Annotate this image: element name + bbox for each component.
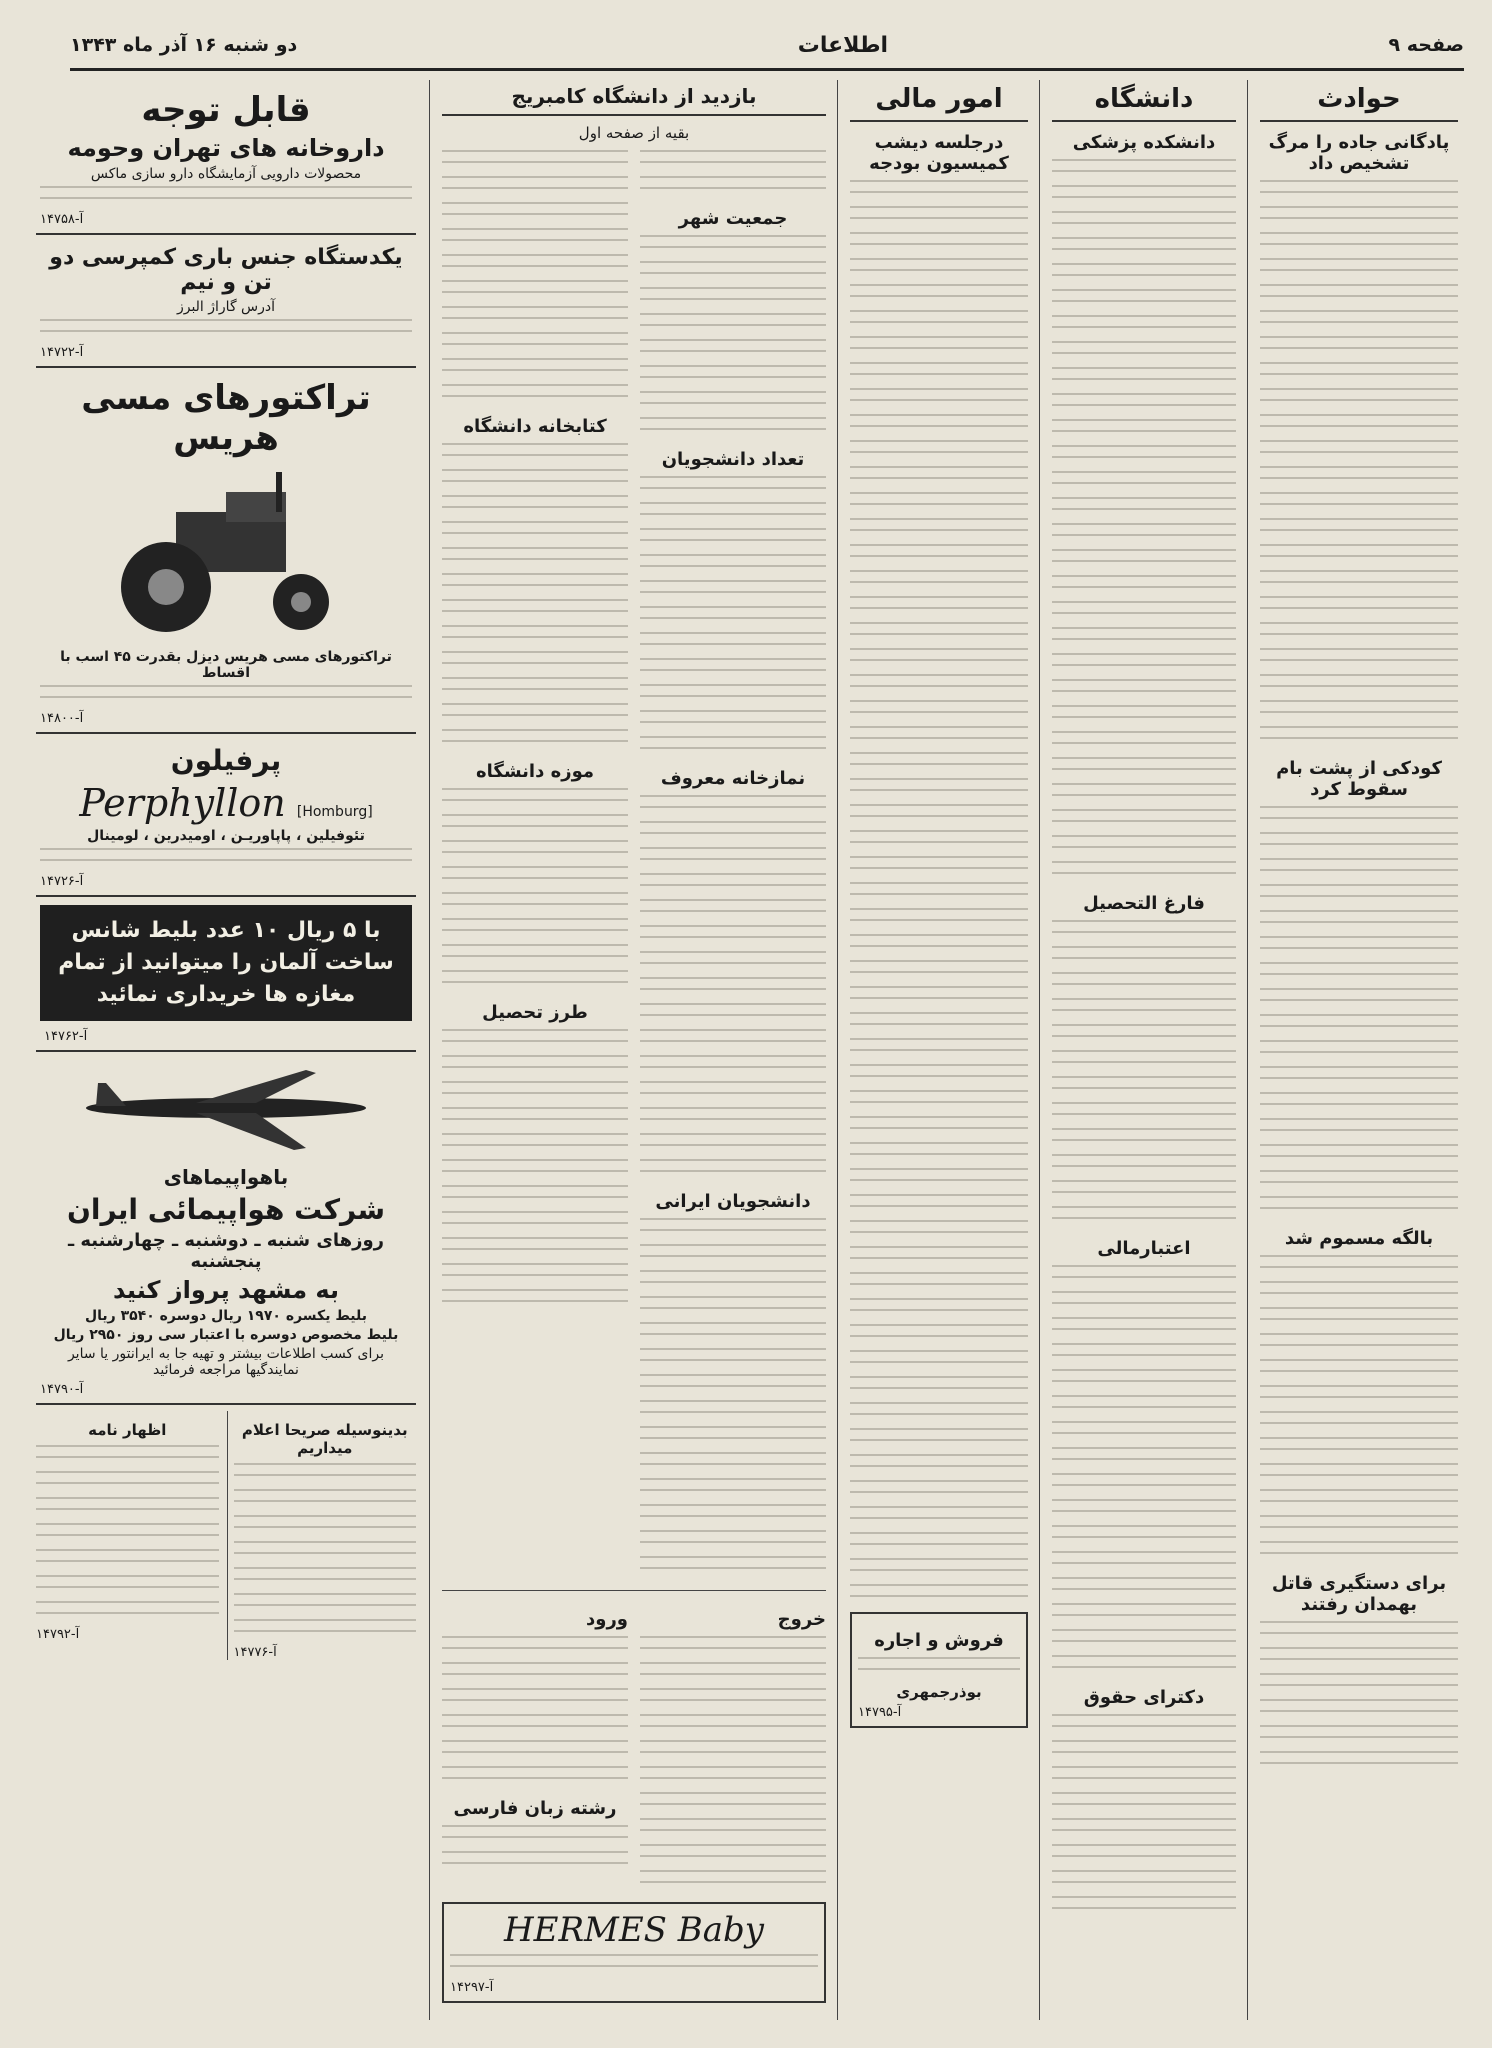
ad-intro: باهواپیماهای — [163, 1165, 289, 1189]
ad-notices-row — [36, 1411, 416, 1660]
ad-title: فروش و اجاره — [874, 1630, 1004, 1651]
ad-code: آ-۱۴۷۶۲ — [44, 1029, 88, 1044]
brand-maker: [Homburg] — [296, 804, 373, 820]
article-headline-cambridge: بازدید از دانشگاه کامبریج — [442, 80, 826, 116]
ad-tractor — [36, 368, 416, 734]
ad-title: اظهار نامه — [88, 1421, 167, 1439]
article-headline: فارغ التحصیل — [1083, 893, 1205, 914]
ad-code: آ-۱۴۷۲۶ — [40, 874, 84, 889]
ad-code: آ-۱۴۷۹۰ — [40, 1382, 84, 1397]
ad-title: قابل توجه — [141, 90, 311, 130]
article-headline: کودکی از پشت بام سقوط کرد — [1276, 758, 1442, 800]
column-finance — [844, 80, 1034, 2020]
subhead: جمعیت شهر — [678, 208, 788, 229]
ad-code: آ-۱۴۷۲۲ — [40, 345, 84, 360]
ad-line: محصولات دارویی آزمایشگاه دارو سازی ماکس — [90, 166, 362, 182]
arrivals-departures — [442, 1599, 826, 1896]
column-advertisements — [28, 80, 424, 2020]
column-cambridge — [436, 80, 832, 2020]
lottery-banner: با ۵ ریال ۱۰ عدد بلیط شانس ساخت آلمان را میتوانید از تمام مغازه ها خریداری نمائید — [40, 905, 412, 1021]
column-accidents — [1254, 80, 1464, 2020]
page-number: صفحه ۹ — [1388, 34, 1464, 56]
ad-code: آ-۱۴۷۷۶ — [233, 1645, 277, 1660]
article-headline: دکترای حقوق — [1083, 1687, 1205, 1708]
ad-line: تئوفیلین ، پاپاوریـن ، اومیدرین ، لومینال — [87, 828, 365, 844]
brand-name: Perphyllon — [79, 781, 286, 825]
ad-code: آ-۱۴۸۰۰ — [40, 711, 84, 726]
ad-text: بوذرجمهری — [896, 1683, 982, 1701]
ad-title: شرکت هواپیمائی ایران — [66, 1193, 386, 1226]
continued-from: بقیه از صفحه اول — [578, 124, 690, 142]
subhead: کتابخانه دانشگاه — [463, 416, 607, 437]
ad-code: آ-۱۴۲۹۷ — [450, 1980, 494, 1995]
section-title-accidents: حوادث — [1260, 80, 1458, 122]
ad-code: آ-۱۴۷۵۸ — [40, 212, 84, 227]
issue-date: دو شنبه ۱۶ آذر ماه ۱۳۴۳ — [70, 34, 298, 56]
subhead: تعداد دانشجویان — [661, 449, 805, 470]
subhead: رشته زبان فارسی — [453, 1798, 617, 1819]
ad-destination: به مشهد پرواز کنید — [113, 1276, 339, 1304]
column-university — [1046, 80, 1242, 2020]
subhead-arrivals: ورود — [586, 1609, 628, 1630]
ad-perphyllon — [36, 734, 416, 897]
subhead: نمازخانه معروف — [660, 768, 806, 789]
classified-ad-sale-rent — [850, 1612, 1028, 1728]
section-title-finance: امور مالی — [850, 80, 1028, 122]
ad-line: آدرس گاراژ البرز — [176, 299, 276, 315]
ad-fare: بلیط یکسره ۱۹۷۰ ریال دوسره ۳۵۴۰ ریال — [84, 1308, 367, 1324]
article-headline: پادگانی جاده را مرگ تشخیص داد — [1268, 132, 1450, 174]
ad-subtitle: داروخانه های تهران وحومه — [67, 134, 385, 162]
ad-code: آ-۱۴۷۹۵ — [858, 1705, 902, 1720]
subhead-departures: خروج — [777, 1609, 826, 1630]
article-headline: بالگه مسموم شد — [1284, 1228, 1434, 1249]
subhead: موزه دانشگاه — [475, 761, 595, 782]
ad-fare: بلیط مخصوص دوسره با اعتبار سی روز ۲۹۵۰ ریال — [53, 1327, 399, 1343]
ad-code: آ-۱۴۷۹۲ — [36, 1627, 80, 1642]
subhead: طرز تحصیل — [482, 1002, 588, 1023]
ad-title: بدینوسیله صریحا اعلام میداریم — [241, 1421, 408, 1457]
masthead — [70, 22, 1464, 71]
ad-iran-air — [36, 1050, 416, 1405]
hermes-baby-ad — [442, 1902, 826, 2003]
ad-title: پرفیلون — [170, 744, 282, 777]
article-headline: درجلسه دیشب کمیسیون بودجه — [869, 132, 1009, 174]
article-headline: دانشکده پزشکی — [1072, 132, 1216, 153]
ad-pharmacy — [36, 80, 416, 235]
ad-truck — [36, 235, 416, 368]
section-title-university: دانشگاه — [1052, 80, 1236, 122]
article-headline: اعتبارمالی — [1097, 1238, 1191, 1259]
ad-days: روزهای شنبه ـ دوشنبه ـ چهارشنبه ـ پنجشنبه — [67, 1230, 385, 1272]
two-column-body — [442, 146, 826, 1582]
ad-title: تراکتورهای مسی هریس — [81, 378, 371, 458]
airplane-illustration — [66, 1058, 386, 1158]
tractor-illustration — [76, 462, 376, 642]
hermes-brand: HERMES Baby — [503, 1910, 765, 1950]
article-headline: برای دستگیری قاتل بهمدان رفتند — [1271, 1573, 1447, 1615]
ad-title: یکدستگاه جنس باری کمپرسی دو تن و نیم — [49, 245, 403, 295]
newspaper-name: اطلاعات — [797, 32, 889, 58]
ad-info: برای کسب اطلاعات بیشتر و تهیه جا به ایرانتور یا سایر نمایندگیها مراجعه فرمائید — [67, 1346, 385, 1378]
ad-line: تراکتورهای مسی هریس دیزل بقدرت ۴۵ اسب با اقساط — [60, 649, 392, 681]
subhead: دانشجویان ایرانی — [655, 1191, 811, 1212]
